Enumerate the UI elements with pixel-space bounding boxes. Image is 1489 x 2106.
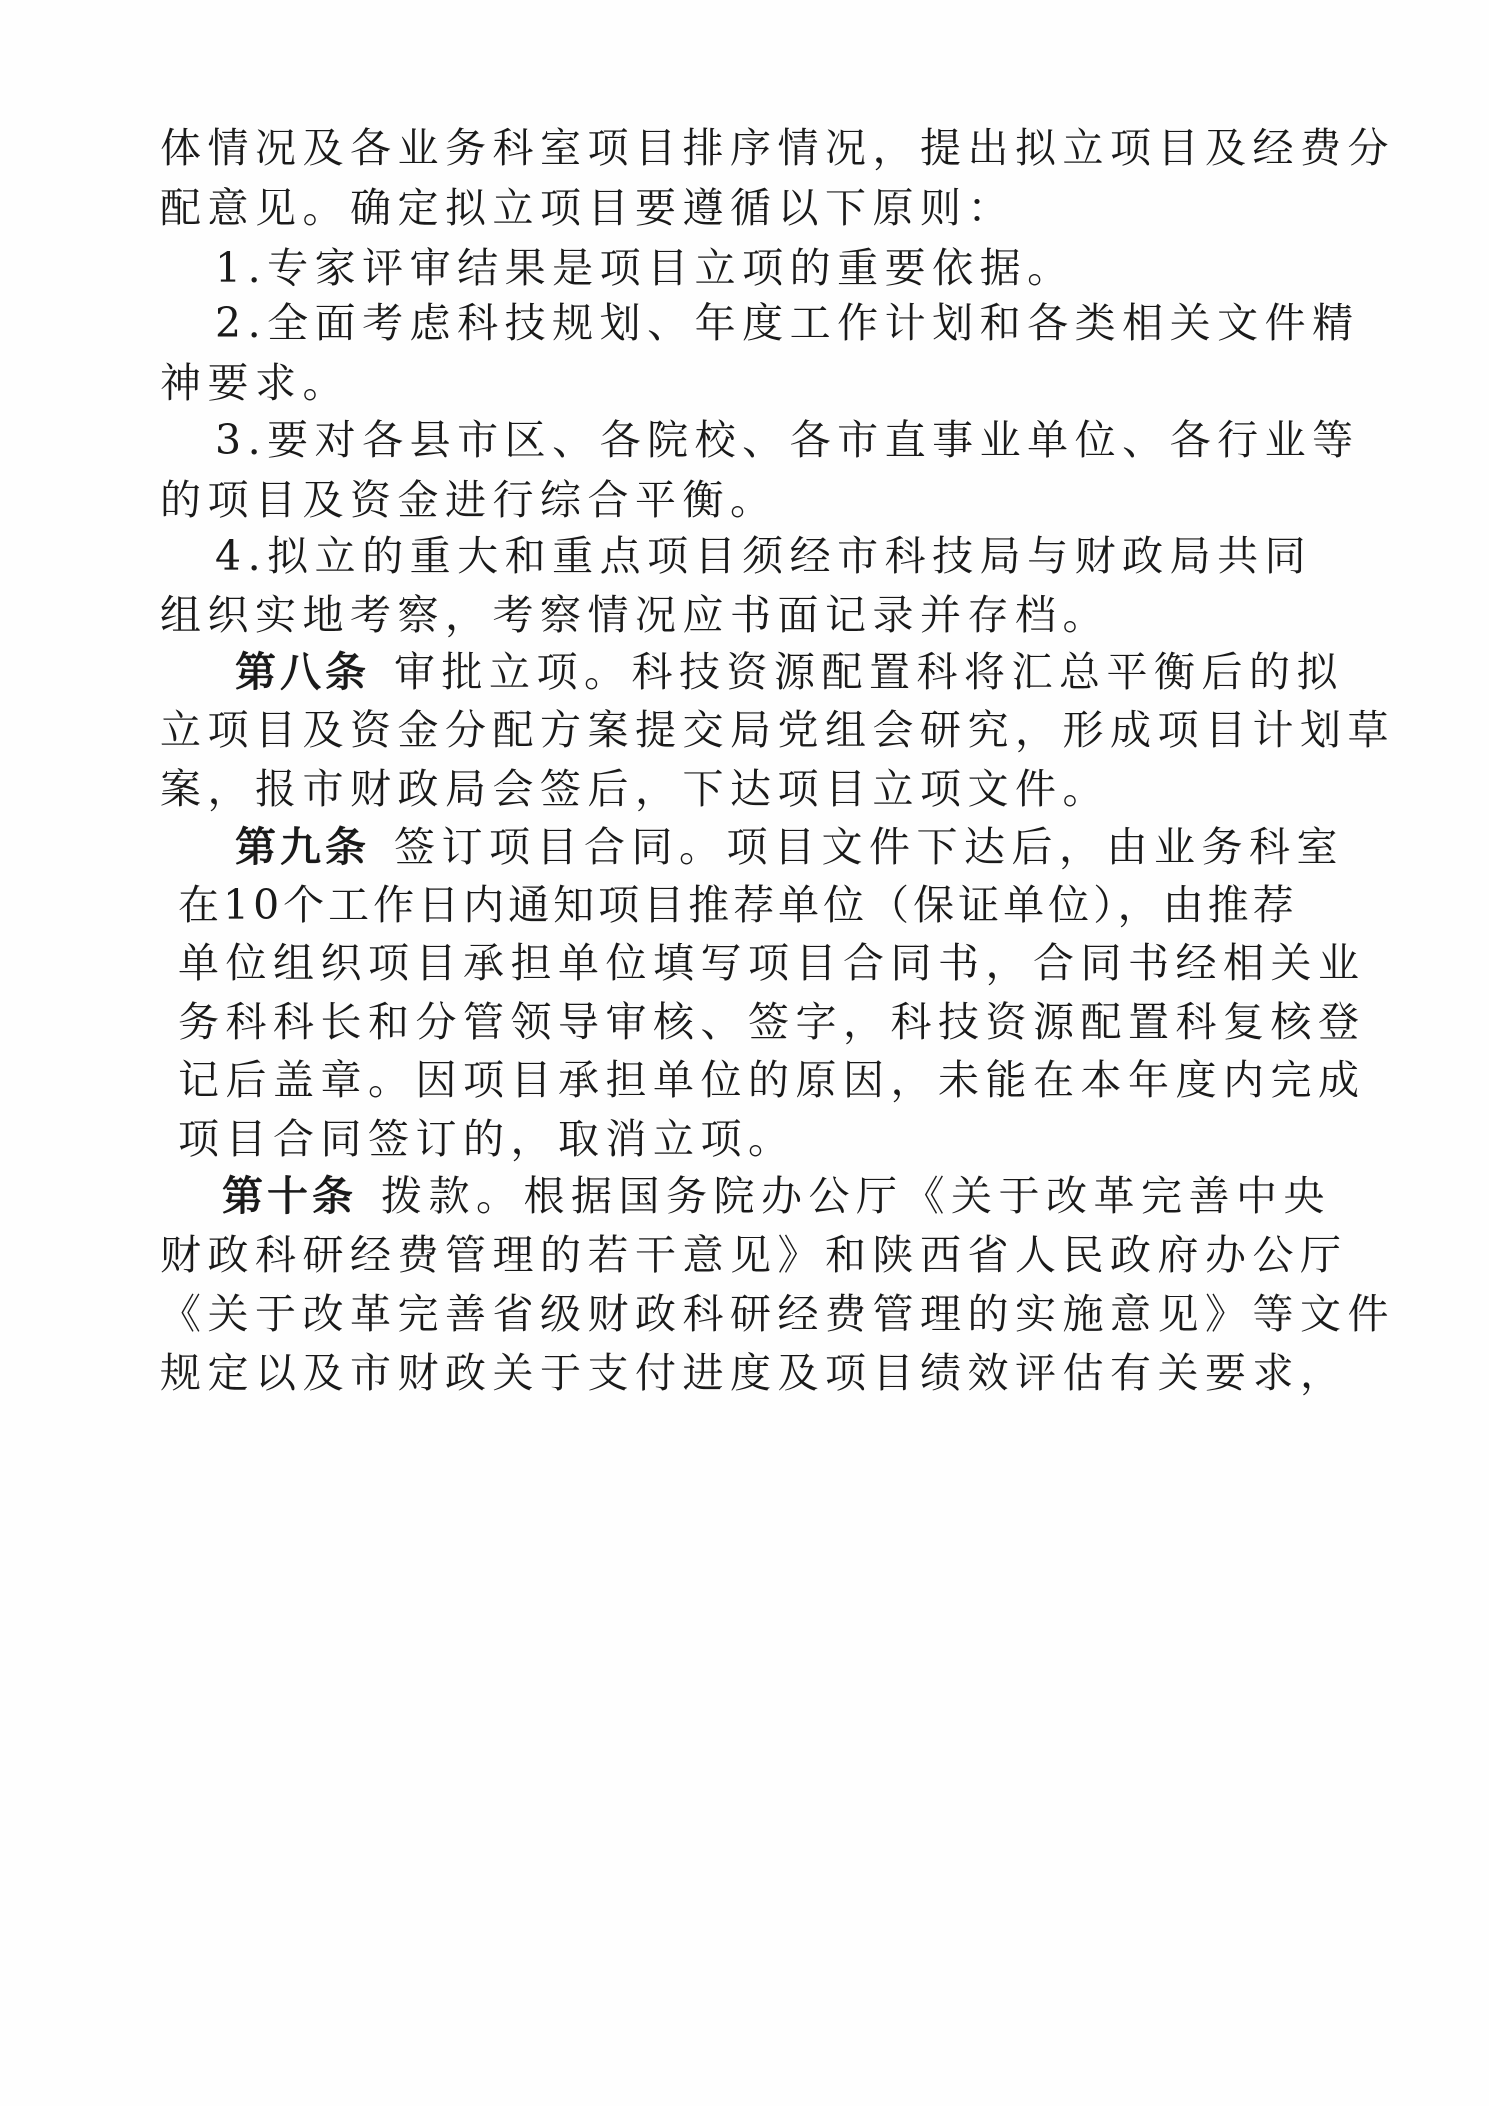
article-heading-line bbox=[235, 817, 1344, 877]
body-line: 单位组织项目承担单位填写项目合同书，合同书经相关业 bbox=[178, 939, 1366, 987]
article-heading-line bbox=[235, 642, 1344, 702]
body-line: 2.全面考虑科技规划、年度工作计划和各类相关文件精 bbox=[215, 299, 1360, 347]
body-line: 组织实地考察，考察情况应书面记录并存档。 bbox=[160, 591, 1110, 639]
body-line: 4.拟立的重大和重点项目须经市科技局与财政局共同 bbox=[215, 532, 1313, 580]
body-line: 1.专家评审结果是项目立项的重要依据。 bbox=[215, 244, 1075, 292]
body-line: 神要求。 bbox=[160, 359, 350, 407]
body-line: 立项目及资金分配方案提交局党组会研究，形成项目计划草 bbox=[160, 706, 1395, 754]
body-line: 体情况及各业务科室项目排序情况，提出拟立项目及经费分 bbox=[160, 124, 1395, 172]
body-line: 《关于改革完善省级财政科研经费管理的实施意见》等文件 bbox=[160, 1290, 1395, 1338]
article-number: 第十条 bbox=[222, 1172, 357, 1220]
body-text: 签订项目合同。项目文件下达后，由业务科室 bbox=[394, 823, 1344, 871]
body-line: 规定以及市财政关于支付进度及项目绩效评估有关要求， bbox=[160, 1349, 1348, 1397]
article-number: 第八条 bbox=[235, 648, 370, 696]
body-text: 审批立项。科技资源配置科将汇总平衡后的拟 bbox=[394, 648, 1344, 696]
article-heading-line bbox=[222, 1166, 1331, 1226]
body-line: 在10个工作日内通知项目推荐单位（保证单位），由推荐 bbox=[178, 881, 1298, 929]
body-line: 的项目及资金进行综合平衡。 bbox=[160, 476, 778, 524]
body-line: 3.要对各县市区、各院校、各市直事业单位、各行业等 bbox=[215, 416, 1360, 464]
body-line: 务科科长和分管领导审核、签字，科技资源配置科复核登 bbox=[178, 998, 1366, 1046]
body-line: 案，报市财政局会签后，下达项目立项文件。 bbox=[160, 765, 1110, 813]
body-line: 记后盖章。因项目承担单位的原因，未能在本年度内完成 bbox=[178, 1056, 1366, 1104]
body-line: 配意见。确定拟立项目要遵循以下原则： bbox=[160, 184, 1015, 232]
body-line: 项目合同签订的，取消立项。 bbox=[178, 1115, 796, 1163]
body-text: 拨款。根据国务院办公厅《关于改革完善中央 bbox=[381, 1172, 1331, 1220]
body-line: 财政科研经费管理的若干意见》和陕西省人民政府办公厅 bbox=[160, 1231, 1348, 1279]
article-number: 第九条 bbox=[235, 823, 370, 871]
